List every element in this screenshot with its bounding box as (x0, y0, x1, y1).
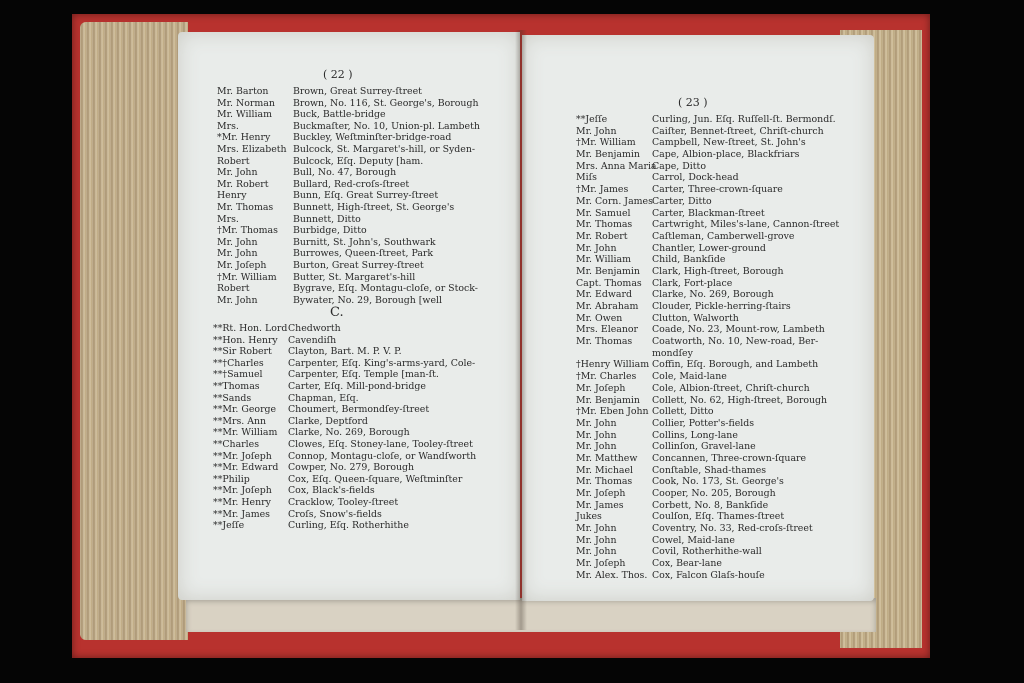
entry-name: †Henry William (576, 359, 650, 371)
directory-entry (576, 289, 846, 301)
directory-entry (217, 295, 477, 307)
directory-entry (576, 137, 846, 149)
entry-name: Henry (217, 190, 247, 202)
page-edges-left (80, 22, 188, 640)
entry-name: †Mr. Eben John (576, 406, 649, 418)
entry-name: **Jeſſe (576, 114, 608, 125)
directory-entry (576, 476, 846, 488)
directory-entry (576, 359, 846, 371)
entry-address: Bulcock, Eſq. Deputy [ham. (293, 155, 424, 167)
directory-entry (576, 278, 846, 290)
entry-name: Mr. Joſeph (217, 259, 267, 271)
entry-address: Coulſon, Eſq. Thames-ſtreet (652, 511, 785, 523)
directory-entry (213, 404, 483, 416)
entry-address: Cartwright, Miles's-lane, Cannon-ſtreet (652, 219, 840, 231)
entry-address: Connop, Montagu-cloſe, or Wandſworth (288, 450, 477, 462)
entry-name: **Mr. Henry (213, 496, 271, 508)
directory-entry (576, 511, 846, 523)
entry-name: Mrs. Anna Maria (576, 160, 657, 172)
directory-entry (217, 237, 477, 249)
entry-address: Cole, Albion-ſtreet, Chriſt-church (652, 382, 810, 394)
entry-name: Robert (217, 283, 250, 295)
book-gutter (515, 30, 527, 630)
directory-entry (576, 348, 846, 360)
entry-address: Carrol, Dock-head (652, 172, 739, 184)
entry-address: Burnitt, St. John's, Southwark (293, 236, 436, 248)
entry-address: Cox, Bear-lane (652, 558, 722, 570)
directory-entry (217, 156, 477, 168)
entry-name: Mrs. Elizabeth (217, 143, 287, 155)
entry-name: **Mrs. Ann (213, 415, 267, 427)
entry-address: Buckley, Weſtminſter-bridge-road (293, 132, 452, 144)
entry-address: Curling, Eſq. Rotherhithe (288, 520, 409, 532)
entry-address: Carpenter, Eſq. Temple [man-ſt. (288, 369, 439, 381)
entry-name: Mr. Thomas (576, 476, 633, 488)
entry-address: Cox, Eſq. Queen-ſquare, Weſtminſter (288, 473, 463, 485)
entry-address: Bygrave, Eſq. Montagu-cloſe, or Stock- (293, 283, 478, 295)
directory-entry (217, 225, 477, 237)
entry-name: Jukes (576, 511, 602, 523)
directory-entry (213, 474, 483, 486)
entry-address: Clark, Fort-place (652, 277, 733, 289)
directory-entry (217, 98, 477, 110)
entry-address: Buckmaſter, No. 10, Union-pl. Lambeth (293, 120, 480, 132)
entry-name: †Mr. Thomas (217, 225, 278, 237)
entry-name: Mr. John (576, 429, 617, 441)
entry-name: Robert (217, 155, 250, 167)
entry-address: Choumert, Bermondſey-ſtreet (288, 404, 430, 416)
entry-name: Mr. Benjamin (576, 149, 640, 161)
entry-address: Buck, Battle-bridge (293, 109, 386, 121)
entry-address: Collinſon, Gravel-lane (652, 441, 756, 453)
directory-entry (576, 161, 846, 173)
entry-name: Mr. Corn. James (576, 195, 653, 207)
directory-entry (576, 196, 846, 208)
entry-address: Clowes, Eſq. Stoney-lane, Tooley-ſtreet (288, 438, 473, 450)
entry-name: **†Charles (213, 357, 264, 369)
entry-name: †Mr. James (576, 184, 629, 196)
directory-entry (217, 283, 477, 295)
entry-address: Burbidge, Ditto (293, 225, 367, 237)
page-bottom-edge (186, 598, 876, 632)
entry-name: Mr. John (217, 294, 258, 306)
entry-name: Mr. Barton (217, 86, 269, 97)
page-number-right: ( 23 ) (678, 96, 708, 109)
directory-entry (217, 167, 477, 179)
directory-entry (213, 427, 483, 439)
entry-address: Carter, Ditto (652, 195, 712, 207)
entry-name: **Mr. William (213, 427, 278, 439)
directory-entry (213, 323, 483, 335)
entry-address: Carter, Three-crown-ſquare (652, 184, 783, 196)
entry-address: Cook, No. 173, St. George's (652, 476, 784, 488)
entry-address: Burrowes, Queen-ſtreet, Park (293, 248, 434, 260)
entry-name: *Mr. Henry (217, 132, 271, 144)
entry-name: Mr. Samuel (576, 207, 631, 219)
entry-name: **Hon. Henry (213, 334, 278, 346)
entry-address: Clayton, Bart. M. P. V. P. (288, 346, 402, 358)
entry-address: Brown, Great Surrey-ſtreet (293, 86, 422, 97)
directory-entry (217, 179, 477, 191)
entry-name: Mr. John (576, 417, 617, 429)
entry-name: Mr. Owen (576, 312, 623, 324)
entry-name: Mr. John (576, 534, 617, 546)
entry-address: Child, Bankſide (652, 254, 726, 266)
entry-address: Bunn, Eſq. Great Surrey-ſtreet (293, 190, 439, 202)
entry-name: **Thomas (213, 380, 260, 392)
directory-entry (213, 520, 483, 532)
entry-name: Mr. Thomas (576, 336, 633, 348)
entry-address: Brown, No. 116, St. George's, Borough (293, 97, 479, 109)
entry-address: Carpenter, Eſq. King's-arms-yard, Cole- (288, 357, 476, 369)
entry-address: Cavendiſh (288, 334, 337, 346)
directory-entry (576, 441, 846, 453)
entry-name: Mr. John (576, 125, 617, 137)
entry-name: Mr. Matthew (576, 452, 638, 464)
entry-name: **Jeſſe (213, 520, 245, 532)
entry-address: Coatworth, No. 10, New-road, Ber- (652, 336, 819, 348)
entry-name: Mr. Joſeph (576, 558, 626, 570)
entry-address: Clutton, Walworth (652, 312, 739, 324)
directory-entry (213, 346, 483, 358)
directory-entry (217, 214, 477, 226)
entry-address: Bunnett, Ditto (293, 213, 361, 225)
directory-entry (576, 126, 846, 138)
entry-name: Mr. Michael (576, 464, 634, 476)
directory-entry (576, 418, 846, 430)
entry-address: Cowper, No. 279, Borough (288, 462, 415, 474)
entry-address: Bywater, No. 29, Borough [well (293, 294, 443, 306)
entry-address: Concannen, Three-crown-ſquare (652, 452, 807, 464)
entry-address: Clouder, Pickle-herring-ſtairs (652, 301, 791, 312)
entry-address: Butter, St. Margaret's-hill (293, 271, 416, 283)
directory-entry (213, 451, 483, 463)
directory-entry (217, 260, 477, 272)
entry-name: Mr. Benjamin (576, 265, 640, 277)
entry-address: Cape, Albion-place, Blackfriars (652, 149, 800, 161)
directory-entry (576, 500, 846, 512)
directory-entry (576, 453, 846, 465)
directory-entry (576, 546, 846, 558)
entry-address: Curling, Jun. Eſq. Ruſſell-ſt. Bermondſ. (652, 114, 836, 125)
entry-name: Mr. Joſeph (576, 382, 626, 394)
entry-name: Mr. Robert (576, 230, 628, 242)
entry-name: **Sir Robert (213, 346, 272, 358)
entry-address: Chedworth (288, 323, 341, 334)
directory-entry (576, 172, 846, 184)
directory-entry (213, 497, 483, 509)
directory-entry (576, 371, 846, 383)
entry-address: Caiſter, Bennet-ſtreet, Chriſt-church (652, 125, 824, 137)
directory-entry (576, 313, 846, 325)
entry-name: Miſs (576, 172, 597, 184)
entry-address: Cox, Black's-fields (288, 485, 375, 497)
directory-entry (576, 149, 846, 161)
directory-entry (217, 190, 477, 202)
entry-name: Mr. John (217, 248, 258, 260)
directory-entry (576, 430, 846, 442)
directory-entry (576, 301, 846, 313)
entry-name: Mr. Edward (576, 289, 632, 301)
entry-address: Cooper, No. 205, Borough (652, 488, 776, 499)
entry-name: Mr. Benjamin (576, 394, 640, 406)
entry-name: Mr. Thomas (217, 201, 274, 213)
directory-entry (576, 406, 846, 418)
entry-name: Mr. Abraham (576, 301, 639, 312)
entry-address: Chantler, Lower-ground (652, 242, 766, 254)
entry-name: Mr. Robert (217, 178, 269, 190)
directory-entry (576, 324, 846, 336)
entry-address: Cox, Falcon Glaſs-houſe (652, 569, 765, 581)
entry-address: Clark, High-ſtreet, Borough (652, 265, 784, 277)
directory-entry (576, 395, 846, 407)
page-number-left: ( 22 ) (323, 68, 353, 81)
directory-entry (576, 208, 846, 220)
directory-entry (213, 485, 483, 497)
directory-entry (576, 266, 846, 278)
directory-entry (217, 144, 477, 156)
entry-address: Clarke, No. 269, Borough (652, 289, 774, 301)
entry-address: Bulcock, St. Margaret's-hill, or Syden- (293, 143, 476, 155)
directory-entry (576, 184, 846, 196)
entry-name: **†Samuel (213, 369, 263, 381)
entry-address: Collett, No. 62, High-ſtreet, Borough (652, 394, 828, 406)
entry-name: **Mr. Joſeph (213, 485, 272, 497)
entry-address: Carter, Eſq. Mill-pond-bridge (288, 380, 426, 392)
entry-name: Mr. John (576, 523, 617, 535)
entry-name: Mr. William (576, 254, 631, 266)
entry-address: Coventry, No. 33, Red-croſs-ſtreet (652, 523, 813, 535)
entry-name: Mr. Thomas (576, 219, 633, 231)
entry-address: Cole, Maid-lane (652, 371, 727, 383)
entry-address: Croſs, Snow's-fields (288, 508, 382, 520)
directory-entry (213, 381, 483, 393)
left-entries-top (217, 86, 480, 306)
entry-address: Bull, No. 47, Borough (293, 167, 397, 179)
entry-address: Cape, Ditto (652, 160, 706, 172)
entry-address: Collins, Long-lane (652, 429, 738, 441)
entry-name: †Mr. William (217, 271, 277, 283)
directory-entry (213, 335, 483, 347)
entry-name: Mr. John (576, 242, 617, 254)
entry-name: Mr. Alex. Thos. (576, 569, 648, 581)
entry-address: Bunnett, High-ſtreet, St. George's (293, 201, 455, 213)
entry-address: Burton, Great Surrey-ſtreet (293, 259, 424, 271)
directory-entry (213, 509, 483, 521)
entry-name: Mr. John (217, 236, 258, 248)
directory-entry (213, 393, 483, 405)
entry-name: Capt. Thomas (576, 277, 642, 289)
entry-name: **Sands (213, 392, 252, 404)
directory-entry (217, 132, 477, 144)
entry-name: †Mr. William (576, 137, 636, 149)
entry-address: Coade, No. 23, Mount-row, Lambeth (652, 324, 825, 336)
entry-name: Mr. John (217, 167, 258, 179)
directory-entry (217, 202, 477, 214)
entry-address: Cracklow, Tooley-ſtreet (288, 496, 399, 508)
entry-address: Clarke, No. 269, Borough (288, 427, 410, 439)
directory-entry (213, 439, 483, 451)
entry-address: Carter, Blackman-ſtreet (652, 207, 765, 219)
directory-entry (576, 219, 846, 231)
directory-entry (217, 86, 477, 98)
entry-name: Mr. William (217, 109, 272, 121)
directory-entry (217, 248, 477, 260)
entry-address: Conſtable, Shad-thames (652, 464, 767, 476)
entry-address: Corbett, No. 8, Bankſide (652, 499, 769, 511)
directory-entry (213, 416, 483, 428)
directory-entry (217, 272, 477, 284)
section-letter: C. (330, 305, 344, 320)
entry-name: Mr. Norman (217, 97, 275, 109)
entry-address: Chapman, Eſq. (288, 392, 359, 404)
entry-name: Mr. Joſeph (576, 488, 626, 499)
entry-address: Bullard, Red-croſs-ſtreet (293, 178, 410, 190)
entry-name: **Mr. George (213, 404, 277, 416)
directory-entry (576, 231, 846, 243)
entry-name: **Philip (213, 473, 250, 485)
entry-name: **Mr. Joſeph (213, 450, 272, 462)
directory-entry (217, 120, 480, 133)
entry-name: **Mr. Edward (213, 462, 279, 474)
entry-address: Collett, Ditto (652, 406, 714, 418)
entry-name: Mr. John (576, 441, 617, 453)
directory-entry (576, 465, 846, 477)
directory-entry (576, 570, 846, 582)
directory-entry (576, 336, 846, 348)
entry-name: Mr. John (576, 546, 617, 558)
entry-address: Coffin, Eſq. Borough, and Lambeth (652, 359, 819, 371)
entry-address: Covil, Rotherhithe-wall (652, 546, 762, 558)
right-entries (576, 114, 846, 582)
entry-name: **Charles (213, 438, 260, 450)
directory-entry (213, 369, 483, 381)
entry-name: **Mr. James (213, 508, 270, 520)
entry-name: Mrs. Eleanor (576, 324, 638, 336)
entry-address: Caſtleman, Camberwell-grove (652, 230, 795, 242)
entry-address: Cowel, Maid-lane (652, 534, 735, 546)
entry-name: †Mr. Charles (576, 371, 637, 383)
entry-name: Mrs. (217, 213, 239, 225)
directory-entry (576, 488, 846, 500)
directory-entry (217, 109, 477, 121)
entry-name: **Rt. Hon. Lord (213, 323, 288, 334)
directory-entry (576, 114, 846, 126)
directory-entry (576, 243, 846, 255)
directory-entry (576, 254, 846, 266)
directory-entry (213, 358, 483, 370)
directory-entry (576, 383, 846, 395)
directory-entry (576, 535, 846, 547)
entry-address: mondſey (652, 347, 693, 359)
directory-entry (576, 523, 846, 535)
entry-name: Mrs. (217, 120, 239, 132)
entry-name: Mr. James (576, 499, 624, 511)
left-entries-bottom (213, 323, 483, 532)
directory-entry (213, 462, 483, 474)
directory-entry (576, 558, 846, 570)
entry-address: Clarke, Deptford (288, 415, 368, 427)
entry-address: Collier, Potter's-fields (652, 417, 755, 429)
entry-address: Campbell, New-ſtreet, St. John's (652, 137, 806, 149)
